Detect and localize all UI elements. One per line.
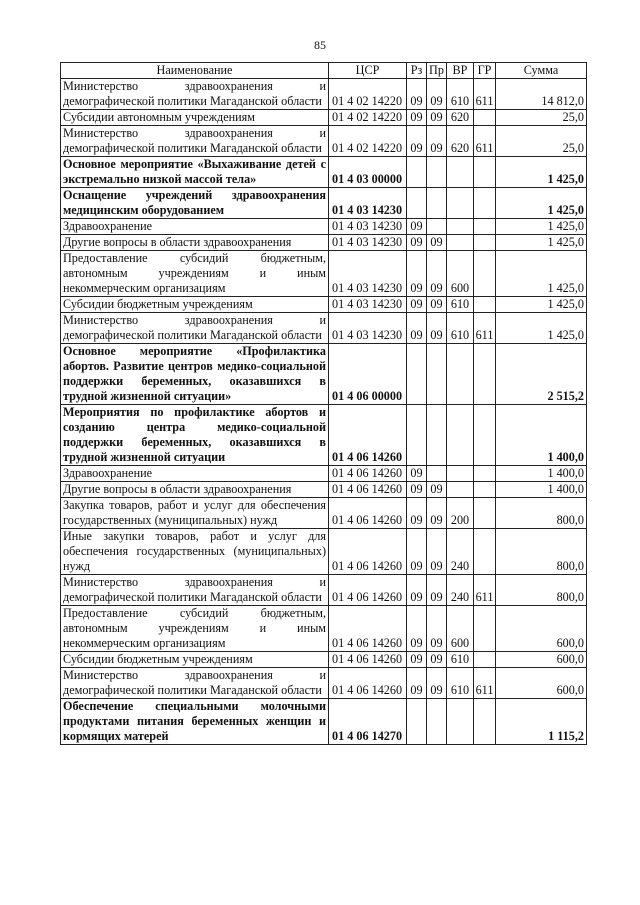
cell-csr: 01 4 06 14260 [329,405,407,466]
cell-name: Закупка товаров, работ и услуг для обеспечения государственных (муниципальных) нужд [61,498,329,529]
cell-sum: 25,0 [496,110,587,126]
cell-name: Субсидии бюджетным учреждениям [61,652,329,668]
cell-name: Иные закупки товаров, работ и услуг для обеспечения государственных (муниципальных) нужд [61,529,329,575]
table-row [61,606,587,652]
cell-gr [474,344,496,405]
cell-csr: 01 4 02 14220 [329,79,407,110]
cell-vr [447,699,474,745]
table-row [61,235,587,251]
cell-vr [447,188,474,219]
cell-pr: 09 [427,126,447,157]
cell-gr: 611 [474,79,496,110]
cell-vr [447,466,474,482]
cell-gr [474,652,496,668]
cell-sum: 1 425,0 [496,313,587,344]
cell-pr: 09 [427,482,447,498]
cell-vr: 610 [447,652,474,668]
cell-csr: 01 4 06 14260 [329,668,407,699]
cell-rz: 09 [407,79,427,110]
cell-name: Здравоохранение [61,466,329,482]
cell-rz [407,157,427,188]
cell-csr: 01 4 06 14260 [329,606,407,652]
cell-name: Здравоохранение [61,219,329,235]
cell-vr: 620 [447,110,474,126]
cell-pr: 09 [427,498,447,529]
cell-csr: 01 4 03 14230 [329,188,407,219]
table-row [61,79,587,110]
cell-name: Министерство здравоохранения и демографической политики Магаданской области [61,79,329,110]
cell-pr [427,699,447,745]
table-row [61,405,587,466]
cell-vr [447,219,474,235]
cell-rz: 09 [407,313,427,344]
cell-csr: 01 4 03 14230 [329,313,407,344]
cell-csr: 01 4 06 14260 [329,498,407,529]
cell-rz: 09 [407,498,427,529]
cell-vr: 620 [447,126,474,157]
table-row [61,482,587,498]
table-row [61,466,587,482]
cell-name: Предоставление субсидий бюджетным, автономным учреждениям и иным некоммерческим организациям [61,251,329,297]
cell-vr [447,344,474,405]
cell-rz: 09 [407,126,427,157]
cell-name: Министерство здравоохранения и демографической политики Магаданской области [61,313,329,344]
cell-sum: 1 425,0 [496,297,587,313]
cell-sum: 1 425,0 [496,219,587,235]
cell-rz: 09 [407,219,427,235]
cell-vr [447,235,474,251]
cell-gr [474,235,496,251]
cell-pr [427,466,447,482]
cell-pr [427,188,447,219]
table-row [61,498,587,529]
cell-gr: 611 [474,313,496,344]
table-row [61,188,587,219]
cell-vr: 600 [447,606,474,652]
cell-vr [447,482,474,498]
cell-gr [474,251,496,297]
cell-gr [474,188,496,219]
cell-gr: 611 [474,668,496,699]
cell-vr: 200 [447,498,474,529]
cell-pr: 09 [427,606,447,652]
cell-vr [447,157,474,188]
cell-csr: 01 4 03 14230 [329,219,407,235]
cell-sum: 600,0 [496,606,587,652]
cell-gr [474,219,496,235]
cell-sum: 600,0 [496,668,587,699]
table-row [61,251,587,297]
cell-sum: 800,0 [496,529,587,575]
cell-pr [427,405,447,466]
cell-csr: 01 4 06 14260 [329,575,407,606]
cell-sum: 1 115,2 [496,699,587,745]
cell-rz: 09 [407,652,427,668]
table-row [61,529,587,575]
table-row [61,313,587,344]
table-header-row [61,63,587,79]
cell-rz: 09 [407,606,427,652]
cell-csr: 01 4 03 14230 [329,297,407,313]
cell-pr [427,157,447,188]
cell-rz: 09 [407,668,427,699]
budget-table [60,62,587,745]
cell-rz: 09 [407,482,427,498]
cell-vr [447,405,474,466]
cell-gr [474,466,496,482]
cell-sum: 800,0 [496,575,587,606]
cell-csr: 01 4 02 14220 [329,126,407,157]
cell-csr: 01 4 06 14260 [329,529,407,575]
cell-rz [407,405,427,466]
cell-sum: 1 400,0 [496,405,587,466]
cell-name: Основное мероприятие «Выхаживание детей с экстремально низкой массой тела» [61,157,329,188]
column-header-rz: Рз [407,63,427,79]
cell-pr: 09 [427,529,447,575]
table-row [61,652,587,668]
cell-sum: 1 425,0 [496,188,587,219]
column-header-pr: Пр [427,63,447,79]
cell-pr: 09 [427,235,447,251]
cell-pr: 09 [427,79,447,110]
cell-sum: 14 812,0 [496,79,587,110]
cell-rz: 09 [407,529,427,575]
cell-vr: 600 [447,251,474,297]
cell-sum: 1 400,0 [496,466,587,482]
cell-vr: 610 [447,668,474,699]
cell-pr: 09 [427,652,447,668]
cell-rz [407,344,427,405]
cell-rz: 09 [407,235,427,251]
cell-sum: 600,0 [496,652,587,668]
cell-name: Министерство здравоохранения и демографической политики Магаданской области [61,126,329,157]
cell-sum: 1 425,0 [496,235,587,251]
column-header-csr: ЦСР [329,63,407,79]
cell-name: Субсидии бюджетным учреждениям [61,297,329,313]
cell-pr: 09 [427,313,447,344]
cell-csr: 01 4 06 14260 [329,466,407,482]
cell-csr: 01 4 03 14230 [329,251,407,297]
table-row [61,297,587,313]
cell-rz: 09 [407,110,427,126]
column-header-vr: ВР [447,63,474,79]
cell-csr: 01 4 06 00000 [329,344,407,405]
cell-csr: 01 4 03 14230 [329,235,407,251]
cell-sum: 1 400,0 [496,482,587,498]
cell-gr [474,297,496,313]
cell-name: Обеспечение специальными молочными продуктами питания беременных женщин и кормящих матерей [61,699,329,745]
cell-gr [474,699,496,745]
cell-pr: 09 [427,110,447,126]
table-row [61,699,587,745]
cell-sum: 25,0 [496,126,587,157]
cell-pr: 09 [427,668,447,699]
cell-csr: 01 4 06 14260 [329,482,407,498]
table-row [61,157,587,188]
cell-rz [407,188,427,219]
cell-pr [427,344,447,405]
cell-gr [474,606,496,652]
table-row [61,668,587,699]
cell-sum: 800,0 [496,498,587,529]
table-row [61,344,587,405]
cell-rz: 09 [407,297,427,313]
table-row [61,575,587,606]
cell-gr: 611 [474,575,496,606]
cell-vr: 610 [447,79,474,110]
cell-rz: 09 [407,466,427,482]
cell-rz [407,699,427,745]
cell-gr [474,157,496,188]
cell-name: Субсидии автономным учреждениям [61,110,329,126]
cell-vr: 610 [447,313,474,344]
cell-name: Предоставление субсидий бюджетным, автономным учреждениям и иным некоммерческим организациям [61,606,329,652]
cell-pr: 09 [427,575,447,606]
cell-pr: 09 [427,251,447,297]
cell-gr [474,529,496,575]
column-header-sum: Сумма [496,63,587,79]
cell-name: Другие вопросы в области здравоохранения [61,482,329,498]
cell-sum: 1 425,0 [496,251,587,297]
cell-name: Оснащение учреждений здравоохранения медицинским оборудованием [61,188,329,219]
table-row [61,219,587,235]
cell-name: Основное мероприятие «Профилактика абортов. Развитие центров медико-социальной поддержки беременных, оказавшихся в трудной жизненной ситуации» [61,344,329,405]
cell-csr: 01 4 02 14220 [329,110,407,126]
cell-csr: 01 4 03 00000 [329,157,407,188]
cell-rz: 09 [407,575,427,606]
cell-sum: 1 425,0 [496,157,587,188]
table-row [61,126,587,157]
cell-vr: 240 [447,529,474,575]
cell-vr: 240 [447,575,474,606]
cell-csr: 01 4 06 14260 [329,652,407,668]
cell-pr: 09 [427,297,447,313]
cell-name: Министерство здравоохранения и демографической политики Магаданской области [61,668,329,699]
cell-pr [427,219,447,235]
cell-gr [474,110,496,126]
column-header-name: Наименование [61,63,329,79]
cell-gr [474,482,496,498]
cell-vr: 610 [447,297,474,313]
cell-gr [474,498,496,529]
column-header-gr: ГР [474,63,496,79]
table-row [61,110,587,126]
cell-name: Мероприятия по профилактике абортов и созданию центра медико-социальной поддержки беременных, оказавшихся в трудной жизненной ситуации [61,405,329,466]
cell-gr [474,405,496,466]
cell-name: Министерство здравоохранения и демографической политики Магаданской области [61,575,329,606]
cell-csr: 01 4 06 14270 [329,699,407,745]
cell-gr: 611 [474,126,496,157]
page-number: 85 [314,38,326,52]
cell-rz: 09 [407,251,427,297]
cell-name: Другие вопросы в области здравоохранения [61,235,329,251]
cell-sum: 2 515,2 [496,344,587,405]
